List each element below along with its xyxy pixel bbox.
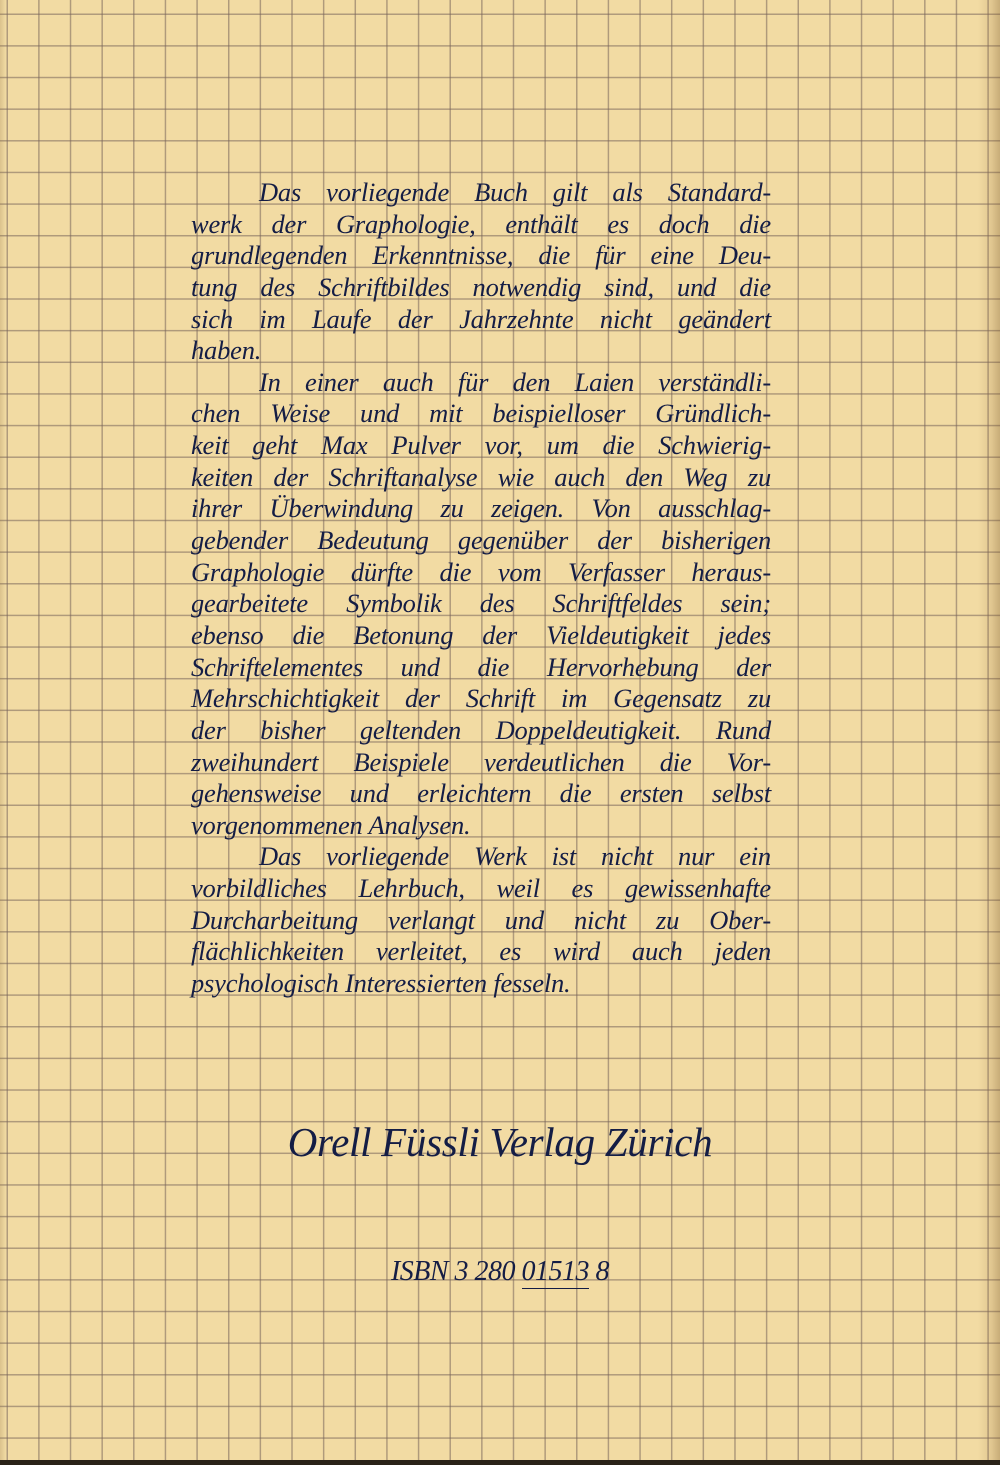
text-line: der bisher geltenden Doppeldeutigkeit. Rund [191, 714, 771, 745]
text-line: psychologisch Interessierten fesseln. [191, 968, 571, 999]
text-line: Das vorliegende Buch gilt als Standard- [259, 177, 771, 207]
text-line: gearbeitete Symbolik des Schriftfeldes sein; [191, 588, 771, 619]
text-line: werk der Graphologie, enthält es doch die [191, 208, 771, 239]
paper-edge-shadow-left [0, 0, 6, 1465]
text-line: Durcharbeitung verlangt und nicht zu Ober- [191, 904, 771, 935]
paper-edge-shadow-right [978, 0, 1000, 1465]
text-line: grundlegenden Erkenntnisse, die für eine Deu- [191, 240, 771, 271]
text-line: ihrer Überwindung zu zeigen. Von ausschlag- [191, 493, 771, 524]
blurb-paragraph-2 [191, 367, 771, 842]
isbn-suffix: 8 [589, 1256, 610, 1287]
text-line: gebender Bedeutung gegenüber der bisherigen [191, 525, 771, 556]
text-line: vorgenommenen Analysen. [191, 809, 471, 840]
text-line: zweihundert Beispiele verdeutlichen die Vor- [191, 746, 771, 777]
text-line: ebenso die Betonung der Vieldeutigkeit jedes [191, 619, 771, 650]
blurb-paragraph-1 [191, 177, 771, 367]
isbn-number [0, 1254, 1000, 1290]
text-line: Graphologie dürfte die vom Verfasser heraus- [191, 556, 771, 587]
text-line: Das vorliegende Werk ist nicht nur ein [259, 841, 771, 872]
text-line: Mehrschichtigkeit der Schrift im Gegensatz zu [191, 683, 771, 714]
blurb-paragraph-3 [191, 841, 771, 999]
text-line: keiten der Schriftanalyse wie auch den Weg zu [191, 461, 771, 492]
text-line: chen Weise und mit beispielloser Gründlich- [191, 398, 771, 429]
text-line: sich im Laufe der Jahrzehnte nicht geändert [191, 303, 771, 334]
publisher-imprint: Orell Füssli Verlag Zürich [287, 1119, 713, 1165]
cover-bottom-edge [0, 1460, 1000, 1465]
text-line: haben. [191, 335, 262, 366]
text-line: flächlichkeiten verleitet, es wird auch jeden [191, 936, 771, 967]
text-line: Schriftelementes und die Hervorhebung der [191, 651, 771, 682]
text-line: tung des Schriftbildes notwendig sind, und die [191, 271, 771, 302]
text-line: gehensweise und erleichtern die ersten selbst [191, 778, 771, 809]
text-line: In einer auch für den Laien verständli- [259, 366, 771, 397]
text-line: vorbildliches Lehrbuch, weil es gewissenhafte [191, 873, 771, 904]
isbn-underlined-part: 01513 [521, 1256, 590, 1287]
text-line: keit geht Max Pulver vor, um die Schwierig- [191, 430, 771, 461]
blurb-text [191, 177, 771, 1000]
isbn-prefix: ISBN 3 280 [390, 1256, 522, 1287]
